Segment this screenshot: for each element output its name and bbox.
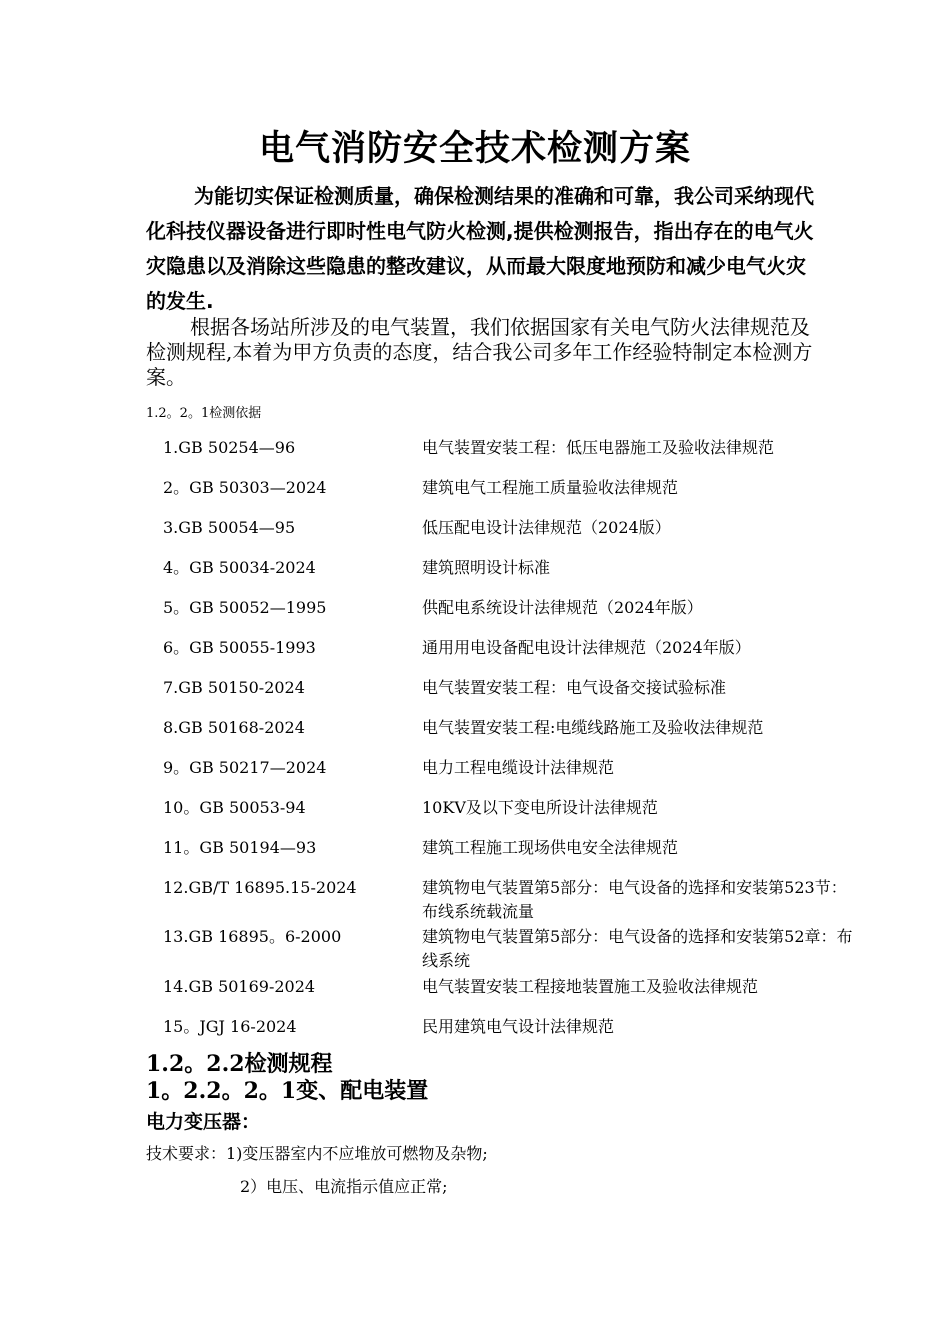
standard-name: 建筑物电气装置第5部分：电气设备的选择和安装第52章：布线系统 bbox=[422, 927, 853, 970]
standard-code: 14.GB 50169-2024 bbox=[163, 977, 316, 996]
standard-name: 电气装置安装工程：电气设备交接试验标准 bbox=[422, 678, 727, 697]
standard-row bbox=[163, 925, 863, 975]
standard-name: 10KV及以下变电所设计法律规范 bbox=[422, 798, 658, 817]
standard-code: 1.GB 50254—96 bbox=[163, 438, 296, 457]
standard-name: 建筑物电气装置第5部分：电气设备的选择和安装第523节：布线系统载流量 bbox=[422, 878, 847, 921]
standard-code: 3.GB 50054—95 bbox=[163, 518, 296, 537]
standard-name: 供配电系统设计法律规范（2024年版） bbox=[422, 598, 703, 617]
standards-list bbox=[163, 436, 863, 1055]
standard-name: 电气装置安装工程:电缆线路施工及验收法律规范 bbox=[422, 718, 764, 737]
standard-code: 5。GB 50052—1995 bbox=[163, 598, 327, 617]
standard-row bbox=[163, 676, 863, 716]
standard-name: 建筑照明设计标准 bbox=[422, 558, 551, 577]
standard-code: 4。GB 50034-2024 bbox=[163, 558, 316, 577]
standard-row bbox=[163, 876, 863, 925]
standard-code: 10。GB 50053-94 bbox=[163, 798, 306, 817]
standard-code: 6。GB 50055-1993 bbox=[163, 638, 316, 657]
standard-code: 15。JGJ 16-2024 bbox=[163, 1017, 297, 1036]
standard-code: 8.GB 50168-2024 bbox=[163, 718, 305, 737]
requirement-line-2: 2）电压、电流指示值应正常; bbox=[240, 1177, 448, 1196]
standard-code: 9。GB 50217—2024 bbox=[163, 758, 327, 777]
standard-row bbox=[163, 636, 863, 676]
standard-row bbox=[163, 556, 863, 596]
standard-code: 13.GB 16895。6-2000 bbox=[163, 927, 342, 946]
standard-code: 7.GB 50150-2024 bbox=[163, 678, 305, 697]
body-paragraph: 根据各场站所涉及的电气装置，我们依据国家有关电气防火法律规范及检测规程,本着为甲方负责的态度，结合我公司多年工作经验特制定本检测方案。 bbox=[146, 315, 813, 389]
standard-row bbox=[163, 836, 863, 876]
standard-name: 通用用电设备配电设计法律规范（2024年版） bbox=[422, 638, 751, 657]
standard-name: 电气装置安装工程接地装置施工及验收法律规范 bbox=[422, 977, 759, 996]
basis-section-label: 1.2。2。1检测依据 bbox=[146, 406, 262, 421]
standard-row bbox=[163, 596, 863, 636]
standard-row bbox=[163, 436, 863, 476]
standard-name: 低压配电设计法律规范（2024版） bbox=[422, 518, 671, 537]
section-heading-substation: 1。2.2。2。1变、配电装置 bbox=[146, 1078, 429, 1104]
standard-name: 民用建筑电气设计法律规范 bbox=[422, 1017, 615, 1036]
intro-paragraph: 为能切实保证检测质量，确保检测结果的准确和可靠，我公司采纳现代化科技仪器设备进行即时性电气防火检测,提供检测报告，指出存在的电气火灾隐患以及消除这些隐患的整改建议，从而最大限度地预防和减少电气火灾的发生. bbox=[146, 184, 814, 313]
standard-name: 建筑电气工程施工质量验收法律规范 bbox=[422, 478, 679, 497]
standard-code: 2。GB 50303—2024 bbox=[163, 478, 327, 497]
section-heading-procedures: 1.2。2.2检测规程 bbox=[146, 1051, 333, 1077]
standard-name: 电力工程电缆设计法律规范 bbox=[422, 758, 615, 777]
requirement-line-1: 技术要求：1)变压器室内不应堆放可燃物及杂物; bbox=[146, 1144, 488, 1163]
standard-row bbox=[163, 716, 863, 756]
document-title: 电气消防安全技术检测方案 bbox=[258, 129, 691, 169]
standard-row bbox=[163, 476, 863, 516]
standard-row bbox=[163, 756, 863, 796]
subheading-transformer: 电力变压器： bbox=[146, 1111, 261, 1133]
standard-code: 12.GB/T 16895.15-2024 bbox=[163, 878, 357, 897]
standard-name: 电气装置安装工程：低压电器施工及验收法律规范 bbox=[422, 438, 775, 457]
standard-row bbox=[163, 1015, 863, 1055]
standard-code: 11。GB 50194—93 bbox=[163, 838, 317, 857]
standard-row bbox=[163, 516, 863, 556]
standard-row bbox=[163, 975, 863, 1015]
standard-name: 建筑工程施工现场供电安全法律规范 bbox=[422, 838, 679, 857]
standard-row bbox=[163, 796, 863, 836]
